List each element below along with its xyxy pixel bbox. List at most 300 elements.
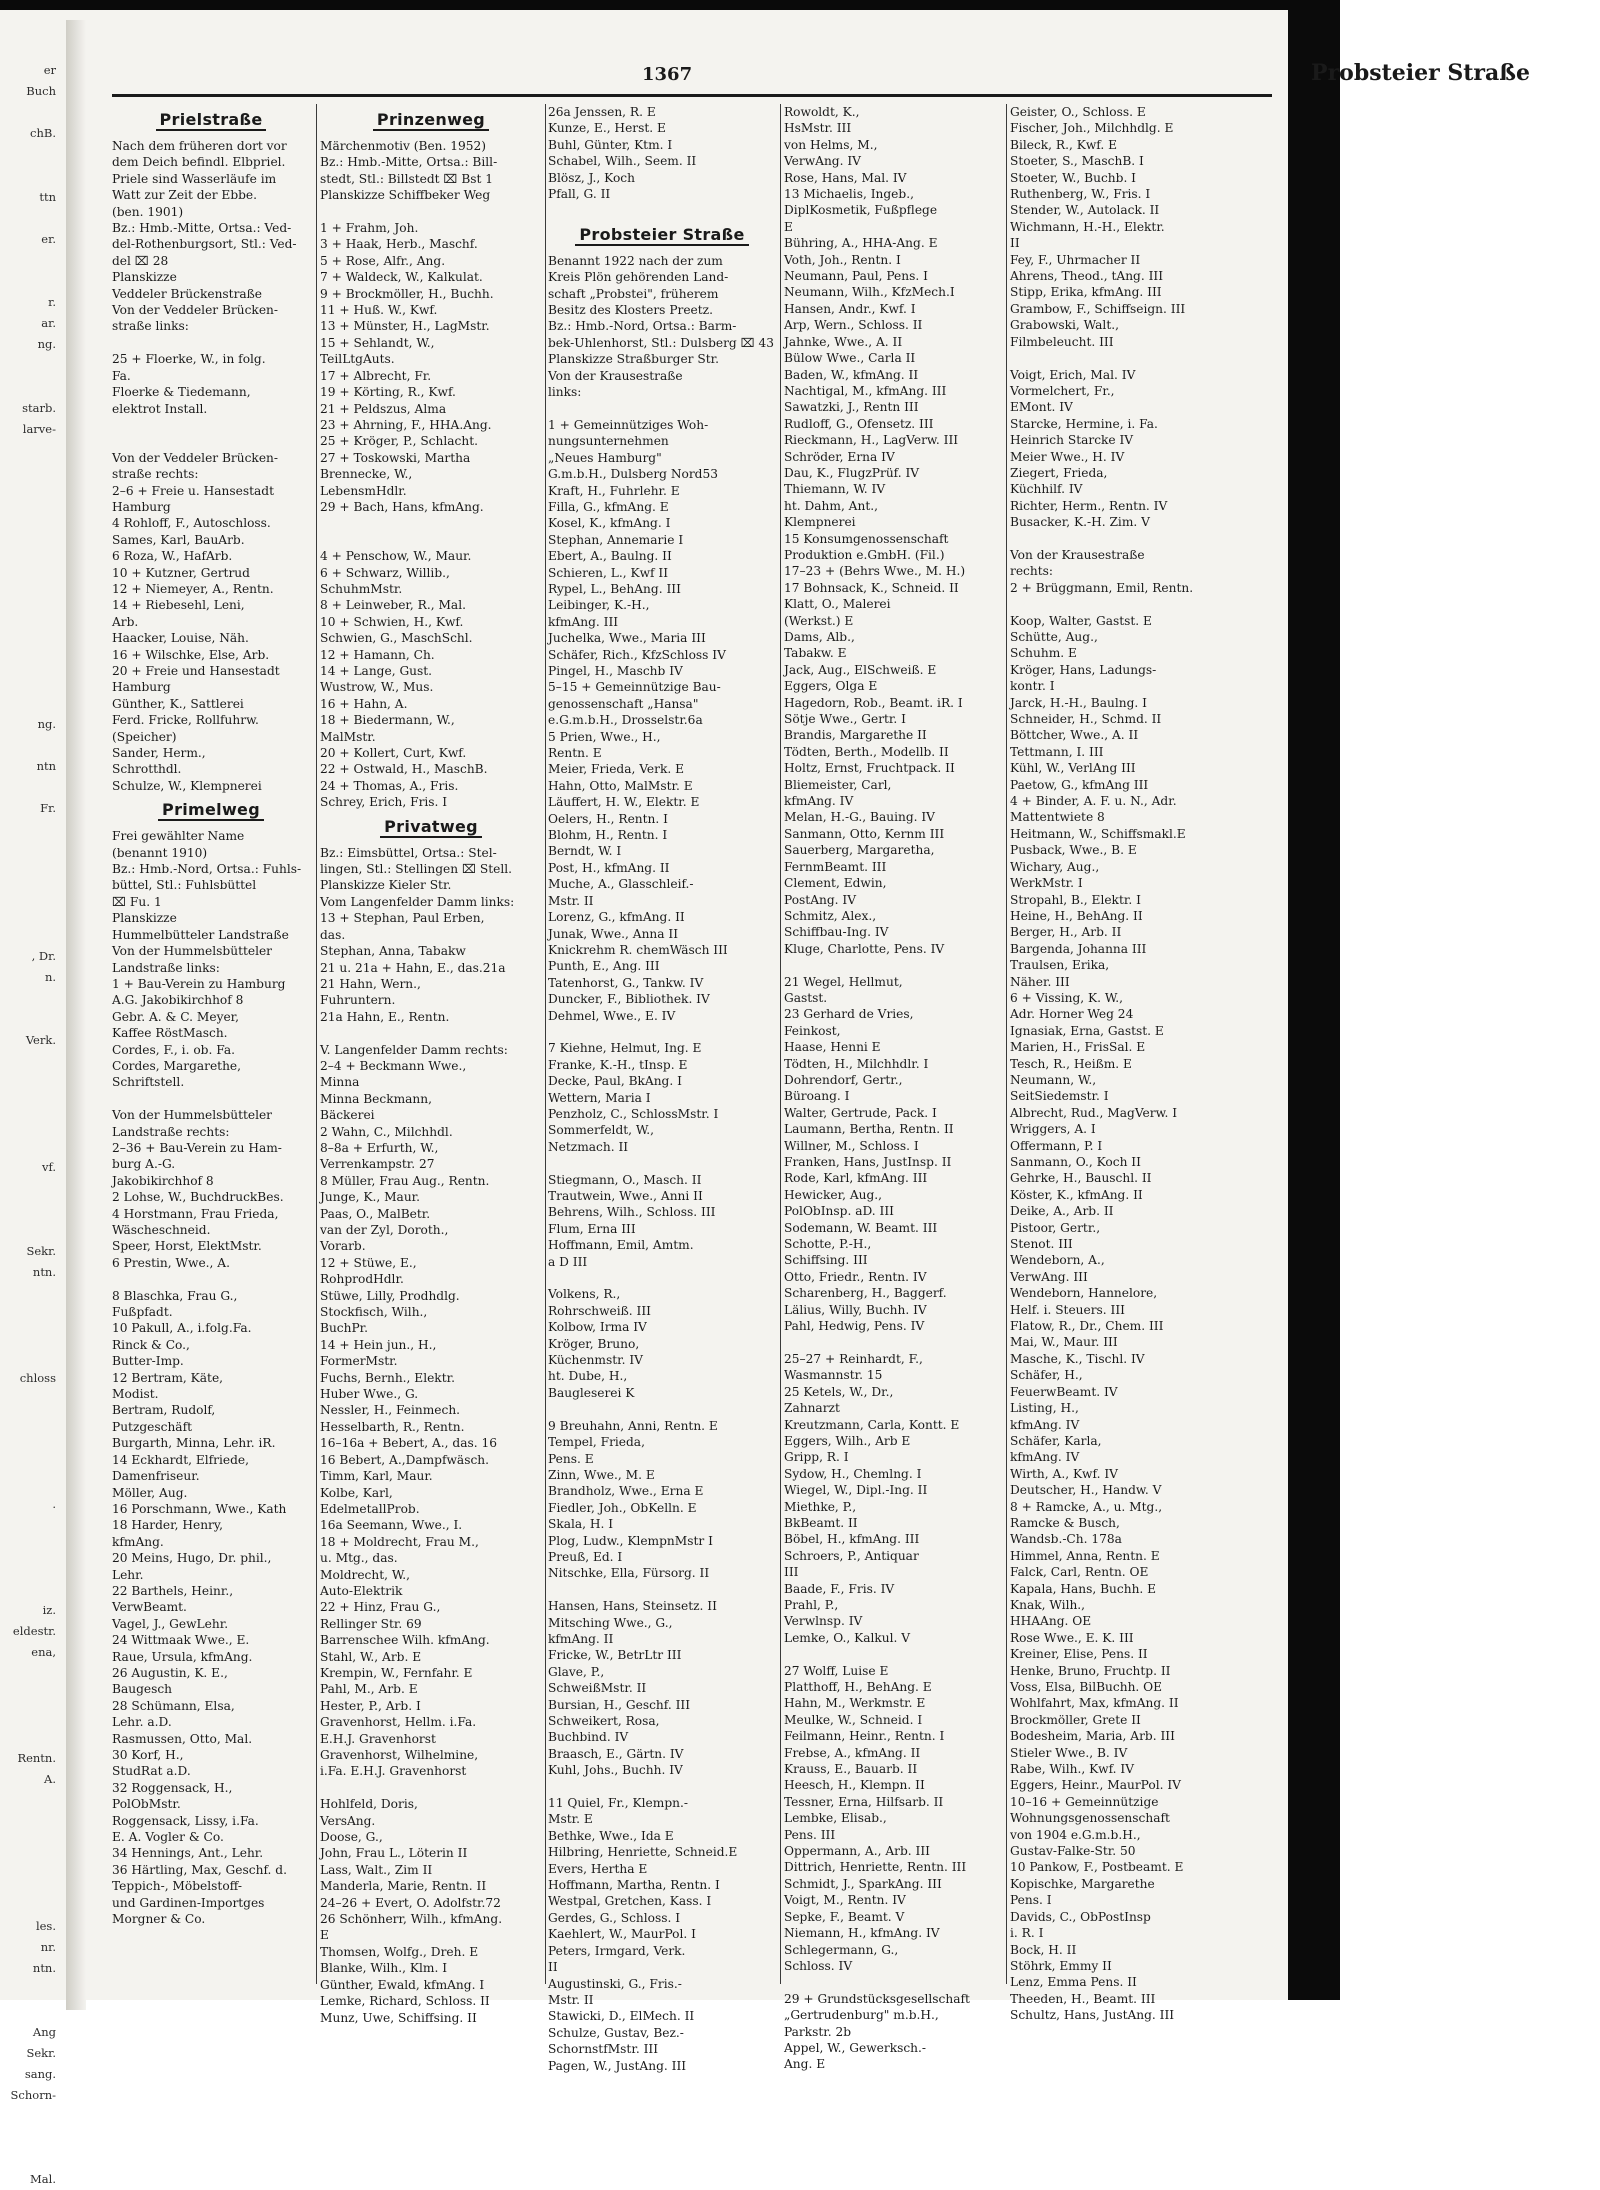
directory-entry: Sauerberg, Margaretha, xyxy=(784,843,935,858)
directory-entry: 18 + Biedermann, W., xyxy=(320,713,455,728)
directory-entry: 4 Horstmann, Frau Frieda, xyxy=(112,1206,279,1221)
directory-entry: Schulze, W., Klempnerei xyxy=(112,778,262,793)
directory-entry: 2 Lohse, W., BuchdruckBes. xyxy=(112,1190,284,1205)
directory-entry: Ziegert, Frieda, xyxy=(1010,465,1108,480)
directory-entry: Lenz, Emma Pens. II xyxy=(1010,1975,1137,1990)
directory-entry: Fey, F., Uhrmacher II xyxy=(1010,252,1141,267)
street-heading: Prielstraße xyxy=(112,108,310,132)
directory-entry: Knak, Wilh., xyxy=(1010,1597,1086,1612)
directory-entry: Von der Hummelsbütteler xyxy=(112,1108,273,1123)
directory-entry: Gravenhorst, Wilhelmine, xyxy=(320,1748,479,1762)
directory-entry: 14 + Riebesehl, Leni, xyxy=(112,598,245,613)
directory-entry: Stockfisch, Wilh., xyxy=(320,1305,428,1320)
directory-entry: Neumann, Paul, Pens. I xyxy=(784,269,928,284)
directory-entry: Bertram, Rudolf, xyxy=(112,1403,216,1418)
directory-entry: Oelers, H., Rentn. I xyxy=(548,811,668,826)
directory-entry: Arp, Wern., Schloss. II xyxy=(784,318,923,333)
directory-entry: Dams, Alb., xyxy=(784,630,855,644)
left-page-fragment: ttn xyxy=(39,189,56,204)
directory-entry: Stöhrk, Emmy II xyxy=(1010,1958,1112,1973)
directory-entry: 13 + Stephan, Paul Erben, xyxy=(320,911,485,926)
directory-entry: Dohrendorf, Gertr., xyxy=(784,1072,903,1087)
directory-entry: Meier, Frieda, Verk. E xyxy=(548,762,684,777)
directory-entry: Mstr. II xyxy=(548,893,594,908)
column-divider xyxy=(780,104,781,1984)
left-page-fragment: iz. xyxy=(42,1602,56,1617)
directory-entry: Priele sind Wasserläufe im xyxy=(112,171,277,186)
left-page-fragment: ena, xyxy=(31,1645,56,1660)
directory-entry: Planskizze Kieler Str. xyxy=(320,878,452,893)
directory-entry: 16 + Hahn, A. xyxy=(320,696,408,711)
directory-entry: Kreutzmann, Carla, Kontt. E xyxy=(784,1417,960,1432)
directory-entry: Hummelbütteler Landstraße xyxy=(112,927,289,942)
directory-entry: Besitz des Klosters Preetz. xyxy=(548,303,713,318)
directory-entry xyxy=(112,433,310,449)
directory-entry: 10 Pankow, F., Postbeamt. E xyxy=(1010,1860,1184,1875)
directory-entry: Penzholz, C., SchlossMstr. I xyxy=(548,1106,719,1121)
left-page-fragment xyxy=(0,693,60,714)
directory-entry: straße rechts: xyxy=(112,467,199,482)
directory-entry: Bäckerei xyxy=(320,1108,375,1123)
directory-entry: Wandsb.-Ch. 178a xyxy=(1010,1532,1122,1547)
directory-entry: Lemke, O., Kalkul. V xyxy=(784,1630,911,1645)
directory-entry: Hansen, Andr., Kwf. I xyxy=(784,301,916,316)
directory-entry: Haase, Henni E xyxy=(784,1040,881,1055)
left-page-fragment: eldestr. xyxy=(12,1623,56,1638)
directory-entry: 24 + Thomas, A., Fris. xyxy=(320,778,459,793)
left-page-fragment: er. xyxy=(41,231,56,246)
directory-entry: i.Fa. E.H.J. Gravenhorst xyxy=(320,1764,467,1779)
directory-entry: 8 + Leinweber, R., Mal. xyxy=(320,598,466,613)
directory-entry: Fischer, Joh., Milchhdlg. E xyxy=(1010,121,1174,136)
directory-entry: lingen, Stl.: Stellingen ⌧ Stell. xyxy=(320,862,513,877)
directory-entry: Tettmann, I. III xyxy=(1010,744,1104,759)
directory-entry xyxy=(548,1270,776,1286)
directory-entry: SchuhmMstr. xyxy=(320,581,403,596)
directory-entry: SchornstfMstr. III xyxy=(548,2042,659,2057)
directory-entry: 18 Harder, Henry, xyxy=(112,1518,224,1533)
directory-entry: Pens. E xyxy=(548,1451,594,1466)
directory-entry: Deike, A., Arb. II xyxy=(1010,1204,1114,1219)
directory-entry: Stender, W., Autolack. II xyxy=(1010,203,1160,218)
directory-entry: Butter-Imp. xyxy=(112,1354,184,1369)
left-page-fragment xyxy=(0,524,60,545)
directory-entry: Wäscheschneid. xyxy=(112,1223,211,1237)
left-page-fragment: vf. xyxy=(42,1159,56,1174)
directory-entry: Bileck, R., Kwf. E xyxy=(1010,137,1117,152)
directory-entry: WerkMstr. I xyxy=(1010,876,1083,891)
directory-entry: Thiemann, W. IV xyxy=(784,482,886,497)
directory-entry: Hamburg xyxy=(112,680,171,695)
directory-entry: i. R. I xyxy=(1010,1926,1044,1941)
directory-entry: Holtz, Ernst, Fruchtpack. II xyxy=(784,761,955,776)
directory-entry: Burgarth, Minna, Lehr. iR. xyxy=(112,1436,276,1451)
directory-entry: Stiegmann, O., Masch. II xyxy=(548,1172,702,1187)
directory-entry: Ferd. Fricke, Rollfuhrw. xyxy=(112,713,259,728)
directory-entry: Hesselbarth, R., Rentn. xyxy=(320,1419,465,1434)
left-page-fragment xyxy=(0,1431,60,1452)
directory-entry: Wohlfahrt, Max, kfmAng. II xyxy=(1010,1696,1179,1711)
directory-entry: Stawicki, D., ElMech. II xyxy=(548,2009,695,2024)
directory-entry: II xyxy=(1010,236,1020,251)
directory-entry xyxy=(548,401,776,417)
directory-entry: Lehr. a.D. xyxy=(112,1715,172,1730)
directory-entry: Fuhruntern. xyxy=(320,993,396,1008)
directory-entry: Franken, Hans, JustInsp. II xyxy=(784,1155,952,1169)
directory-entry: 20 + Kollert, Curt, Kwf. xyxy=(320,746,467,761)
directory-entry: Küchhilf. IV xyxy=(1010,482,1083,497)
left-page-fragment xyxy=(0,862,60,883)
directory-entry: Günther, Ewald, kfmAng. I xyxy=(320,1977,485,1992)
left-page-fragment xyxy=(0,819,60,840)
directory-entry: Raue, Ursula, kfmAng. xyxy=(112,1649,253,1664)
directory-entry: Schroers, P., Antiquar xyxy=(784,1548,919,1563)
directory-entry: (benannt 1910) xyxy=(112,845,208,860)
left-page-fragment: ng. xyxy=(37,337,56,352)
directory-entry: E xyxy=(784,219,793,234)
page-number: 1367 xyxy=(642,64,693,85)
directory-entry: 7 Kiehne, Helmut, Ing. E xyxy=(548,1041,702,1056)
directory-entry: 5 Prien, Wwe., H., xyxy=(548,729,661,744)
directory-entry: 3 + Haak, Herb., Maschf. xyxy=(320,237,478,252)
directory-entry: Parkstr. 2b xyxy=(784,2024,852,2039)
directory-entry: Wirth, A., Kwf. IV xyxy=(1010,1466,1118,1481)
left-page-fragment xyxy=(0,1347,60,1368)
directory-entry: 10 + Kutzner, Gertrud xyxy=(112,565,250,580)
directory-entry: Blösz, J., Koch xyxy=(548,170,635,185)
directory-entry: Wendeborn, A., xyxy=(1010,1253,1105,1268)
directory-entry: Zahnarzt xyxy=(784,1401,840,1416)
left-page-fragment xyxy=(0,1452,60,1473)
directory-entry: Günther, K., Sattlerei xyxy=(112,696,244,711)
directory-entry: Bz.: Hmb.-Nord, Ortsa.: Fuhls- xyxy=(112,862,302,877)
directory-entry: stedt, Stl.: Billstedt ⌧ Bst 1 xyxy=(320,171,494,186)
directory-entry: Braasch, E., Gärtn. IV xyxy=(548,1746,684,1761)
directory-entry: Busacker, K.-H. Zim. V xyxy=(1010,515,1150,530)
directory-entry: Traulsen, Erika, xyxy=(1010,958,1110,973)
directory-entry: Krauss, E., Bauarb. II xyxy=(784,1762,918,1777)
directory-entry: Kolbe, Karl, xyxy=(320,1485,393,1500)
directory-entry: Märchenmotiv (Ben. 1952) xyxy=(320,139,487,153)
directory-entry: Flatow, R., Dr., Chem. III xyxy=(1010,1319,1164,1334)
directory-entry: StudRat a.D. xyxy=(112,1764,191,1779)
directory-entry: Oppermann, A., Arb. III xyxy=(784,1844,930,1859)
directory-entry: büttel, Stl.: Fuhlsbüttel xyxy=(112,878,257,893)
directory-entry: a D III xyxy=(548,1254,588,1269)
directory-entry: Mstr. II xyxy=(548,1992,594,2007)
left-page-fragment xyxy=(0,376,60,397)
directory-entry: 25 + Floerke, W., in folg. xyxy=(112,352,266,367)
directory-entry: del-Rothenburgsort, Stl.: Ved- xyxy=(112,237,297,252)
directory-entry: Flum, Erna III xyxy=(548,1221,636,1236)
directory-entry: 12 + Hamann, Ch. xyxy=(320,647,435,662)
directory-entry xyxy=(784,1974,1006,1990)
left-page-fragment xyxy=(0,988,60,1009)
directory-entry: 17 Bohnsack, K., Schneid. II xyxy=(784,580,959,595)
directory-entry: 6 Prestin, Wwe., A. xyxy=(112,1255,230,1270)
directory-entry: 8 Blaschka, Frau G., xyxy=(112,1288,238,1303)
directory-entry: 20 + Freie und Hansestadt xyxy=(112,664,280,678)
directory-entry xyxy=(112,1091,310,1107)
directory-entry: 29 + Bach, Hans, kfmAng. xyxy=(320,499,484,514)
directory-entry: Pistoor, Gertr., xyxy=(1010,1220,1101,1235)
directory-entry: Veddeler Brückenstraße xyxy=(112,286,263,301)
directory-entry: Schmitz, Alex., xyxy=(784,908,877,923)
directory-entry: Kolbow, Irma IV xyxy=(548,1320,647,1335)
directory-entry: Wasmannstr. 15 xyxy=(784,1368,883,1383)
directory-entry: Mitsching Wwe., G., xyxy=(548,1615,673,1630)
left-page-fragment xyxy=(0,1305,60,1326)
directory-entry: Rieckmann, H., LagVerw. III xyxy=(784,433,959,448)
left-page-fragment xyxy=(0,566,60,587)
directory-entry: FeuerwBeamt. IV xyxy=(1010,1384,1118,1399)
directory-entry: 14 + Lange, Gust. xyxy=(320,664,433,678)
directory-entry: Sames, Karl, BauArb. xyxy=(112,532,245,547)
directory-entry: Rose, Hans, Mal. IV xyxy=(784,170,907,185)
directory-entry: Minna xyxy=(320,1075,360,1090)
left-page-fragment: starb. xyxy=(22,400,56,415)
directory-entry: rechts: xyxy=(1010,564,1053,579)
directory-entry: E.H.J. Gravenhorst xyxy=(320,1731,436,1746)
directory-entry: Leibinger, K.-H., xyxy=(548,598,650,613)
directory-entry: PolObMstr. xyxy=(112,1797,181,1812)
directory-entry: Kröger, Bruno, xyxy=(548,1336,640,1351)
left-page-fragment: les. xyxy=(35,1919,56,1934)
directory-entry xyxy=(1010,596,1220,612)
directory-entry: 14 + Hein jun., H., xyxy=(320,1337,437,1352)
directory-entry: Lälius, Willy, Buchh. IV xyxy=(784,1302,927,1317)
directory-entry: 2 + Brüggmann, Emil, Rentn. xyxy=(1010,580,1194,595)
directory-entry: Nessler, H., Feinmech. xyxy=(320,1403,461,1418)
directory-entry: Schotte, P.-H., xyxy=(784,1237,872,1252)
directory-entry: Wendeborn, Hannelore, xyxy=(1010,1286,1158,1301)
left-page-fragment xyxy=(0,1874,60,1895)
directory-entry: Vorarb. xyxy=(320,1239,366,1254)
directory-entry: Jahnke, Wwe., A. II xyxy=(784,334,903,349)
directory-entry: Hagedorn, Rob., Beamt. iR. I xyxy=(784,695,963,710)
directory-entry: Putzgeschäft xyxy=(112,1419,192,1434)
directory-entry: Volkens, R., xyxy=(548,1287,621,1302)
directory-entry xyxy=(320,1780,542,1796)
directory-entry: 10 Pakull, A., i.folg.Fa. xyxy=(112,1321,252,1336)
directory-entry: Bethke, Wwe., Ida E xyxy=(548,1828,674,1843)
directory-entry: EMont. IV xyxy=(1010,400,1073,415)
directory-entry: Brockmöller, Grete II xyxy=(1010,1712,1141,1727)
directory-entry: 1 + Gemeinnütziges Woh- xyxy=(548,417,709,432)
left-page-fragment xyxy=(0,1410,60,1431)
directory-entry: Heesch, H., Klempn. II xyxy=(784,1778,925,1793)
directory-entry: Berger, H., Arb. II xyxy=(1010,925,1122,940)
directory-entry: 30 Korf, H., xyxy=(112,1748,184,1762)
directory-entry: 6 Roza, W., HafArb. xyxy=(112,549,233,564)
directory-entry: III xyxy=(784,1565,799,1580)
directory-column-3 xyxy=(548,104,776,2073)
street-heading: Privatweg xyxy=(320,815,542,839)
directory-entry xyxy=(320,515,542,531)
left-page-fragment xyxy=(0,2106,60,2127)
left-page-fragment: ng. xyxy=(37,716,56,731)
directory-entry: Rowoldt, K., xyxy=(784,105,860,119)
directory-entry: bek-Uhlenhorst, Stl.: Dulsberg ⌧ 43 xyxy=(548,335,775,350)
directory-entry: 2 Wahn, C., Milchhdl. xyxy=(320,1124,453,1139)
directory-entry: Post, H., kfmAng. II xyxy=(548,860,670,875)
directory-entry: Feinkost, xyxy=(784,1023,841,1038)
left-page-fragment xyxy=(0,777,60,798)
left-page-fragment xyxy=(0,1853,60,1874)
directory-entry: Lorenz, G., kfmAng. II xyxy=(548,910,685,925)
directory-entry xyxy=(112,1271,310,1287)
directory-entry: 26a Jenssen, R. E xyxy=(548,105,656,119)
directory-entry: Bz.: Hmb.-Mitte, Ortsa.: Bill- xyxy=(320,155,498,170)
left-page-fragment: Mal. xyxy=(30,2172,56,2187)
directory-entry: straße links: xyxy=(112,319,189,334)
directory-entry: Planskizze Schiffbeker Weg xyxy=(320,188,491,203)
directory-entry xyxy=(784,957,1006,973)
left-page-fragment: ntn. xyxy=(32,1961,56,1976)
directory-entry: Lembke, Elisab., xyxy=(784,1811,887,1826)
directory-entry: Verrenkampstr. 27 xyxy=(320,1157,435,1172)
directory-entry: Bodesheim, Maria, Arb. III xyxy=(1010,1729,1175,1744)
left-page-fragment xyxy=(0,165,60,186)
directory-entry: Kraft, H., Fuhrlehr. E xyxy=(548,483,680,498)
directory-entry: Lemke, Richard, Schloss. II xyxy=(320,1994,490,2009)
left-page-fragment xyxy=(0,482,60,503)
left-page-fragment xyxy=(0,1220,60,1241)
left-page-fragment: chB. xyxy=(30,126,56,141)
directory-entry: Blohm, H., Rentn. I xyxy=(548,828,668,843)
directory-entry: Grabowski, Walt., xyxy=(1010,318,1119,333)
directory-entry: Gastst. xyxy=(784,990,828,1005)
left-page-fragment xyxy=(0,1094,60,1115)
directory-entry: Kopischke, Margarethe xyxy=(1010,1876,1155,1891)
directory-entry: Sötje Wwe., Gertr. I xyxy=(784,712,906,727)
directory-entry: Dau, K., FlugzPrüf. IV xyxy=(784,465,920,480)
directory-entry: DiplKosmetik, Fußpflege xyxy=(784,203,938,218)
left-page-fragment xyxy=(0,545,60,566)
directory-entry: Stropahl, B., Elektr. I xyxy=(1010,892,1141,907)
directory-entry: Watt zur Zeit der Ebbe. xyxy=(112,188,258,203)
left-page-fragment xyxy=(0,1009,60,1030)
left-page-fragment: Buch xyxy=(26,84,56,99)
directory-entry: 12 + Stüwe, E., xyxy=(320,1255,417,1270)
directory-entry: Franke, K.-H., tInsp. E xyxy=(548,1057,688,1072)
directory-entry: II xyxy=(548,1960,558,1975)
directory-entry: Kröger, Hans, Ladungs- xyxy=(1010,662,1157,677)
left-page-fragment xyxy=(0,1515,60,1536)
directory-entry: Ang. E xyxy=(784,2057,826,2072)
directory-entry: Schneider, H., Schmd. II xyxy=(1010,712,1162,727)
directory-entry: PostAng. IV xyxy=(784,892,857,907)
directory-entry: Schrey, Erich, Fris. I xyxy=(320,795,448,810)
left-page-fragment xyxy=(0,2001,60,2022)
directory-entry: Thomsen, Wolfg., Dreh. E xyxy=(320,1944,479,1959)
directory-entry: Damenfriseur. xyxy=(112,1469,200,1484)
left-page-fragment: Rentn. xyxy=(17,1750,56,1765)
directory-entry: van der Zyl, Doroth., xyxy=(320,1223,449,1237)
directory-entry: VerwAng. IV xyxy=(784,154,861,169)
directory-entry: SchweißMstr. II xyxy=(548,1681,647,1696)
directory-entry: Paetow, G., kfmAng III xyxy=(1010,777,1149,792)
left-page-fragment xyxy=(0,672,60,693)
directory-entry: Filla, G., kfmAng. E xyxy=(548,499,669,514)
directory-entry: Plog, Ludw., KlempnMstr I xyxy=(548,1533,713,1548)
directory-entry: Ebert, A., Baulng. II xyxy=(548,549,672,564)
directory-entry: PolObInsp. aD. III xyxy=(784,1204,894,1219)
directory-entry: links: xyxy=(548,385,582,400)
directory-entry: Voigt, Erich, Mal. IV xyxy=(1010,367,1136,382)
left-page-fragment: ntn. xyxy=(32,1265,56,1280)
left-page-fragment xyxy=(0,840,60,861)
directory-entry: Voss, Elsa, BilBuchh. OE xyxy=(1010,1680,1163,1694)
left-page-fragment: . xyxy=(52,1497,56,1512)
directory-entry: 19 + Körting, R., Kwf. xyxy=(320,385,456,400)
directory-entry: Pfall, G. II xyxy=(548,187,611,202)
directory-entry: Schieren, L., Kwf II xyxy=(548,565,669,580)
directory-entry: 22 + Ostwald, H., MaschB. xyxy=(320,762,488,777)
directory-entry: VerwBeamt. xyxy=(112,1600,187,1615)
directory-entry: Baugleserei K xyxy=(548,1385,635,1400)
directory-entry: Hester, P., Arb. I xyxy=(320,1698,421,1713)
directory-entry: Peters, Irmgard, Verk. xyxy=(548,1943,686,1958)
directory-entry: Bz.: Eimsbüttel, Ortsa.: Stel- xyxy=(320,845,497,860)
directory-entry: Jakobikirchhof 8 xyxy=(112,1173,214,1188)
scan-right-edge xyxy=(1288,10,1340,2000)
directory-entry: Stüwe, Lilly, Prodhdlg. xyxy=(320,1288,460,1303)
directory-entry: kfmAng. III xyxy=(548,614,619,629)
directory-entry: Schäfer, H., xyxy=(1010,1368,1083,1383)
directory-entry xyxy=(320,532,542,548)
directory-entry: schaft „Probstei", früherem xyxy=(548,286,719,301)
directory-entry: Jack, Aug., ElSchweiß. E xyxy=(784,662,937,677)
directory-entry: Geister, O., Schloss. E xyxy=(1010,105,1146,119)
left-page-fragment xyxy=(0,1115,60,1136)
directory-entry: Eggers, Heinr., MaurPol. IV xyxy=(1010,1778,1181,1793)
directory-entry: Büroang. I xyxy=(784,1089,850,1104)
directory-entry: del ⌧ 28 xyxy=(112,253,169,268)
directory-entry: ht. Dahm, Ant., xyxy=(784,498,878,513)
directory-entry: Neumann, W., xyxy=(1010,1072,1097,1087)
directory-entry: Stephan, Anna, Tabakw xyxy=(320,944,466,959)
directory-entry: Eggers, Olga E xyxy=(784,679,878,694)
directory-entry: Krempin, W., Fernfahr. E xyxy=(320,1665,473,1680)
directory-entry: E xyxy=(320,1928,329,1943)
directory-entry: Baugesch xyxy=(112,1682,173,1697)
directory-entry: Mattentwiete 8 xyxy=(1010,810,1105,825)
street-heading: Probsteier Straße xyxy=(548,223,776,247)
directory-entry: Schriftstell. xyxy=(112,1075,185,1090)
directory-entry: von Helms, M., xyxy=(784,137,878,152)
directory-entry: Barrenschee Wilh. kfmAng. xyxy=(320,1633,490,1648)
directory-entry: Planskizze Straßburger Str. xyxy=(548,352,719,367)
directory-entry: Rypel, L., BehAng. III xyxy=(548,581,681,596)
directory-entry: Neumann, Wilh., KfzMech.I xyxy=(784,285,955,300)
left-page-fragment: , Dr. xyxy=(31,948,56,963)
left-page-fragment xyxy=(0,1705,60,1726)
column-divider xyxy=(545,104,546,1984)
directory-entry: 27 + Toskowski, Martha xyxy=(320,450,471,465)
directory-entry: Frei gewählter Name xyxy=(112,829,245,844)
directory-entry: Schultz, Hans, JustAng. III xyxy=(1010,2008,1175,2023)
left-page-fragment xyxy=(0,503,60,524)
directory-entry xyxy=(548,1401,776,1417)
directory-entry: Eggers, Wilh., Arb E xyxy=(784,1433,911,1448)
directory-entry: (ben. 1901) xyxy=(112,204,184,219)
directory-entry: Hahn, M., Werkmstr. E xyxy=(784,1696,926,1711)
directory-entry: Ramcke & Busch, xyxy=(1010,1515,1120,1530)
directory-entry: 18 + Moldrecht, Frau M., xyxy=(320,1534,479,1549)
directory-entry: 16–16a + Bebert, A., das. 16 xyxy=(320,1436,497,1451)
directory-entry: Bargenda, Johanna III xyxy=(1010,941,1147,956)
